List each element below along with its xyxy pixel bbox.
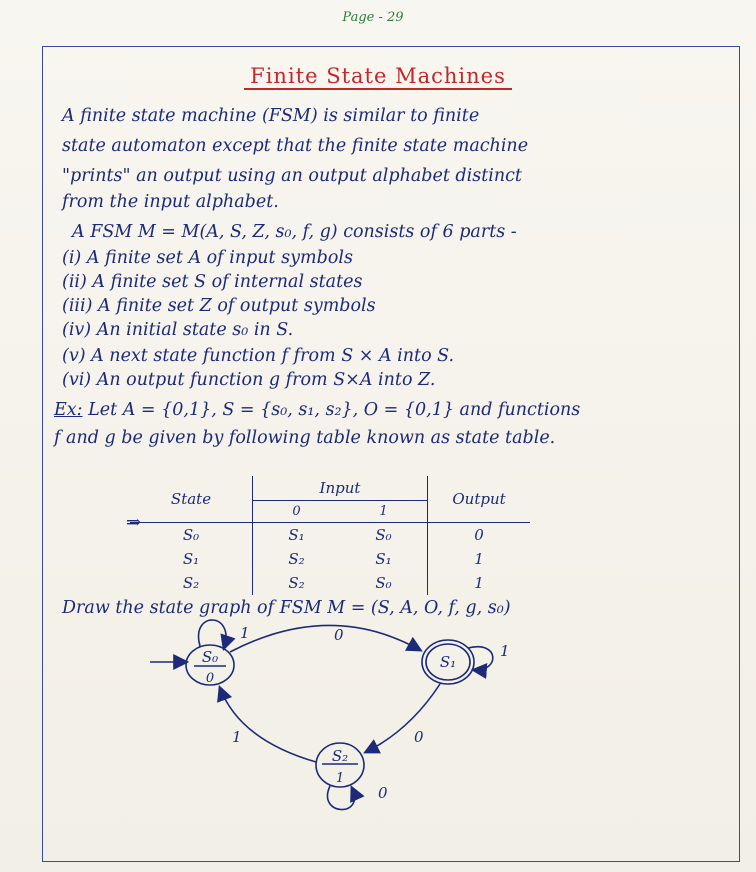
paragraph-line-3: "prints" an output using an output alphabet distinct xyxy=(62,166,522,186)
row-next-1: S₀ xyxy=(375,526,392,544)
draw-instruction: Draw the state graph of FSM M = (S, A, O, f, g, s₀) xyxy=(62,598,511,618)
header-state: State xyxy=(130,476,253,523)
edge-s1-s2-label: 0 xyxy=(414,728,424,746)
row-next-0: S₂ xyxy=(288,574,305,592)
edge-s0-loop xyxy=(199,620,226,648)
edge-s2-loop xyxy=(328,786,355,810)
edge-s1-loop-label: 1 xyxy=(500,642,510,660)
row-state: S₀ xyxy=(130,523,253,548)
row-state: S₁ xyxy=(130,547,253,571)
edge-s0-s1-label: 0 xyxy=(334,626,344,644)
title-text: Finite State Machines xyxy=(244,64,512,90)
page-number: Page - 29 xyxy=(342,10,404,25)
paragraph-line-4: from the input alphabet. xyxy=(62,192,279,212)
row-next-1: S₀ xyxy=(375,574,392,592)
part-3: (iii) A finite set Z of output symbols xyxy=(62,296,376,316)
edge-s0-s1 xyxy=(230,625,420,652)
row-state: S₂ xyxy=(130,571,253,595)
row-output: 1 xyxy=(428,571,531,595)
edge-s0-loop-label: 1 xyxy=(240,624,250,642)
row-output: 1 xyxy=(428,547,531,571)
paragraph-line-1: A finite state machine (FSM) is similar to finite xyxy=(62,106,480,126)
example-label: Ex: xyxy=(54,400,83,420)
part-5: (v) A next state function f from S × A into S. xyxy=(62,346,455,366)
edge-s2-loop-label: 0 xyxy=(378,784,388,802)
paragraph-line-2: state automaton except that the finite state machine xyxy=(62,136,529,156)
header-input-0: 0 xyxy=(253,501,341,523)
row-next-0: S₁ xyxy=(288,526,305,544)
edge-s2-s0 xyxy=(220,688,316,762)
s1-name: S₁ xyxy=(439,653,457,671)
example-text-1: Let A = {0,1}, S = {s₀, s₁, s₂}, O = {0,1} and functions xyxy=(88,400,581,420)
s2-name: S₂ xyxy=(331,747,349,765)
initial-state-marker: ⇒ xyxy=(126,512,142,533)
part-4: (iv) An initial state s₀ in S. xyxy=(62,320,294,340)
definition-intro: A FSM M = M(A, S, Z, s₀, f, g) consists of 6 parts - xyxy=(72,222,517,242)
row-next-1: S₁ xyxy=(375,550,392,568)
part-2: (ii) A finite set S of internal states xyxy=(62,272,363,292)
part-1: (i) A finite set A of input symbols xyxy=(62,248,353,268)
s0-output: 0 xyxy=(205,671,215,686)
s2-output: 1 xyxy=(335,771,345,786)
row-output: 0 xyxy=(428,523,531,548)
example-line-2: f and g be given by following table known as state table. xyxy=(54,428,556,448)
edge-s1-loop xyxy=(468,647,493,670)
header-input-1: 1 xyxy=(340,501,428,523)
edge-s1-s2 xyxy=(366,684,440,752)
s0-name: S₀ xyxy=(201,648,219,666)
header-output: Output xyxy=(428,476,531,523)
row-next-0: S₂ xyxy=(288,550,305,568)
header-input: Input xyxy=(253,476,428,501)
part-6: (vi) An output function g from S×A into Z. xyxy=(62,370,436,390)
edge-s2-s0-label: 1 xyxy=(232,728,242,746)
